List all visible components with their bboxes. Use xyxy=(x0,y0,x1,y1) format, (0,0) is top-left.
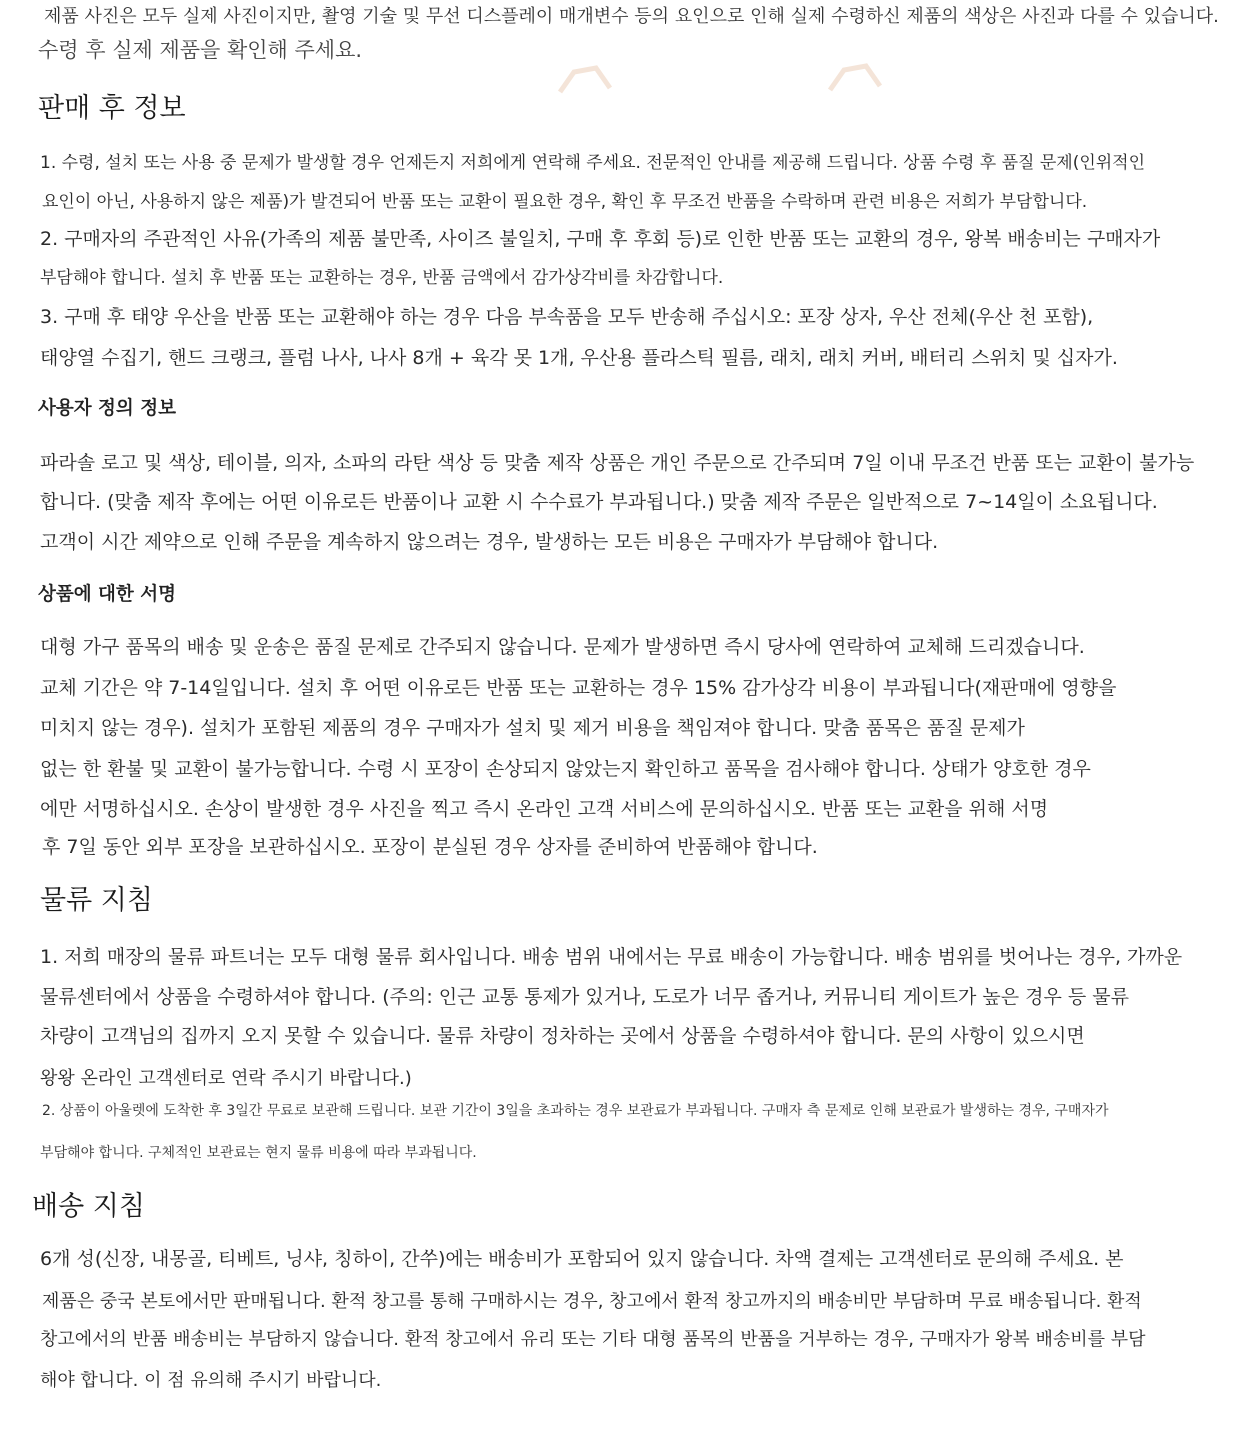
section-title-after-sales: 판매 후 정보 xyxy=(38,93,186,124)
signature-line: 미치지 않는 경우). 설치가 포함된 제품의 경우 구매자가 설치 및 제거 비용을 책임져야 합니다. 맞춤 품목은 품질 문제가 xyxy=(40,717,1025,739)
after-sales-line: 2. 구매자의 주관적인 사유(가족의 제품 불만족, 사이즈 불일치, 구매 후 후회 등)로 인한 반품 또는 교환의 경우, 왕복 배송비는 구매자가 xyxy=(40,228,1161,250)
logistics-line: 1. 저희 매장의 물류 파트너는 모두 대형 물류 회사입니다. 배송 범위 내에서는 무료 배송이 가능합니다. 배송 범위를 벗어나는 경우, 가까운 xyxy=(40,946,1183,968)
smudge-mark xyxy=(826,62,886,96)
after-sales-line: 요인이 아닌, 사용하지 않은 제품)가 발견되어 반품 또는 교환이 필요한 경우, 확인 후 무조건 반품을 수락하며 관련 비용은 저희가 부담합니다. xyxy=(42,192,1088,212)
section-title-logistics: 물류 지침 xyxy=(40,885,153,916)
signature-line: 대형 가구 품목의 배송 및 운송은 품질 문제로 간주되지 않습니다. 문제가 발생하면 즉시 당사에 연락하여 교체해 드리겠습니다. xyxy=(40,636,1085,658)
logistics-line: 물류센터에서 상품을 수령하셔야 합니다. (주의: 인근 교통 통제가 있거나, 도로가 너무 좁거나, 커뮤니티 게이트가 높은 경우 등 물류 xyxy=(40,986,1130,1008)
after-sales-line: 태양열 수집기, 핸드 크랭크, 플럼 나사, 나사 8개 + 육각 못 1개, 우산용 플라스틱 필름, 래치, 래치 커버, 배터리 스위치 및 십자가. xyxy=(40,347,1118,369)
custom-line: 합니다. (맞춤 제작 후에는 어떤 이유로든 반품이나 교환 시 수수료가 부과됩니다.) 맞춤 제작 주문은 일반적으로 7~14일이 소요됩니다. xyxy=(40,491,1158,513)
after-sales-line: 1. 수령, 설치 또는 사용 중 문제가 발생할 경우 언제든지 저희에게 연락해 주세요. 전문적인 안내를 제공해 드립니다. 상품 수령 후 품질 문제(인위적인 xyxy=(40,153,1146,173)
signature-line: 없는 한 환불 및 교환이 불가능합니다. 수령 시 포장이 손상되지 않았는지 확인하고 품목을 검사해야 합니다. 상태가 양호한 경우 xyxy=(40,758,1091,780)
logistics-line: 왕왕 온라인 고객센터로 연락 주시기 바랍니다.) xyxy=(40,1068,412,1089)
logistics-line: 2. 상품이 아울렛에 도착한 후 3일간 무료로 보관해 드립니다. 보관 기간이 3일을 초과하는 경우 보관료가 부과됩니다. 구매자 측 문제로 인해 보관료가 발생하는 경우, 구매자가 xyxy=(42,1103,1109,1119)
custom-line: 파라솔 로고 및 색상, 테이블, 의자, 소파의 라탄 색상 등 맞춤 제작 상품은 개인 주문으로 간주되며 7일 이내 무조건 반품 또는 교환이 불가능 xyxy=(40,452,1195,474)
after-sales-line: 3. 구매 후 태양 우산을 반품 또는 교환해야 하는 경우 다음 부속품을 모두 반송해 주십시오: 포장 상자, 우산 전체(우산 천 포함), xyxy=(40,306,1094,328)
section-title-signature: 상품에 대한 서명 xyxy=(38,584,176,605)
section-title-shipping: 배송 지침 xyxy=(32,1191,145,1222)
smudge-mark xyxy=(556,64,616,98)
logistics-line: 부담해야 합니다. 구체적인 보관료는 현지 물류 비용에 따라 부과됩니다. xyxy=(40,1145,477,1161)
shipping-line: 해야 합니다. 이 점 유의해 주시기 바랍니다. xyxy=(40,1370,382,1391)
intro-line-2: 수령 후 실제 제품을 확인해 주세요. xyxy=(38,38,363,62)
section-title-custom: 사용자 정의 정보 xyxy=(38,398,176,419)
signature-line: 교체 기간은 약 7-14일입니다. 설치 후 어떤 이유로든 반품 또는 교환하는 경우 15% 감가상각 비용이 부과됩니다(재판매에 영향을 xyxy=(40,677,1117,699)
signature-line: 에만 서명하십시오. 손상이 발생한 경우 사진을 찍고 즉시 온라인 고객 서비스에 문의하십시오. 반품 또는 교환을 위해 서명 xyxy=(40,798,1049,820)
shipping-line: 제품은 중국 본토에서만 판매됩니다. 환적 창고를 통해 구매하시는 경우, 창고에서 환적 창고까지의 배송비만 부담하며 무료 배송됩니다. 환적 xyxy=(42,1291,1142,1312)
custom-line: 고객이 시간 제약으로 인해 주문을 계속하지 않으려는 경우, 발생하는 모든 비용은 구매자가 부담해야 합니다. xyxy=(40,531,939,553)
intro-line-1: 제품 사진은 모두 실제 사진이지만, 촬영 기술 및 무선 디스플레이 매개변수 등의 요인으로 인해 실제 수령하신 제품의 색상은 사진과 다를 수 있습니다. xyxy=(44,6,1219,27)
shipping-line: 창고에서의 반품 배송비는 부담하지 않습니다. 환적 창고에서 유리 또는 기타 대형 품목의 반품을 거부하는 경우, 구매자가 왕복 배송비를 부담 xyxy=(40,1329,1146,1350)
after-sales-line: 부담해야 합니다. 설치 후 반품 또는 교환하는 경우, 반품 금액에서 감가상각비를 차감합니다. xyxy=(40,268,724,288)
signature-line: 후 7일 동안 외부 포장을 보관하십시오. 포장이 분실된 경우 상자를 준비하여 반품해야 합니다. xyxy=(42,836,818,858)
shipping-line: 6개 성(신장, 내몽골, 티베트, 닝샤, 칭하이, 간쑤)에는 배송비가 포함되어 있지 않습니다. 차액 결제는 고객센터로 문의해 주세요. 본 xyxy=(40,1248,1124,1270)
logistics-line: 차량이 고객님의 집까지 오지 못할 수 있습니다. 물류 차량이 정차하는 곳에서 상품을 수령하셔야 합니다. 문의 사항이 있으시면 xyxy=(40,1025,1085,1047)
